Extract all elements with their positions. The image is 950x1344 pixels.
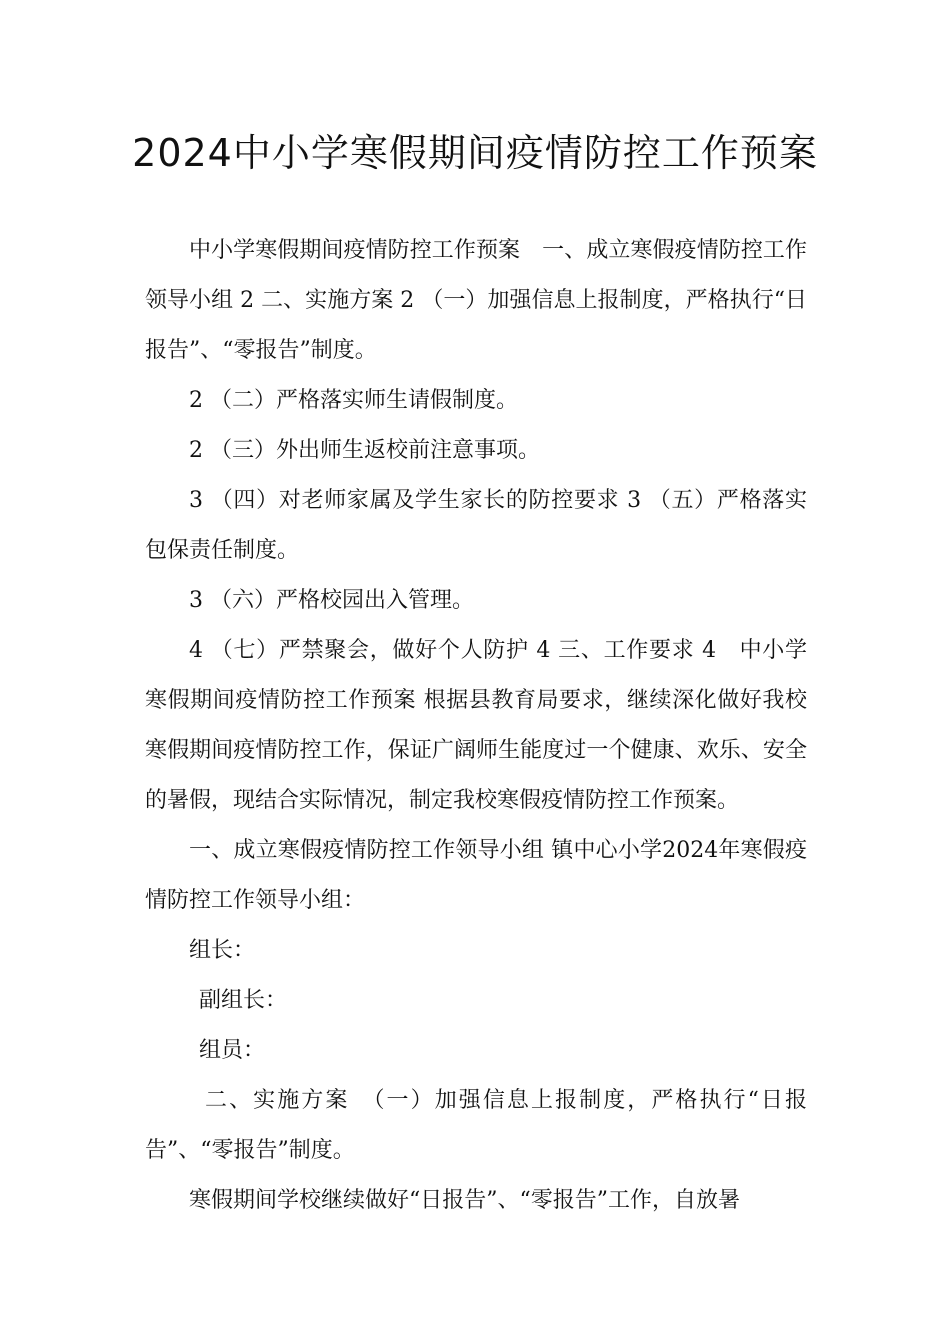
paragraph-members: 组员： bbox=[199, 1038, 266, 1063]
paragraph-daily-report: 寒假期间学校继续做好“日报告”、“零报告”工作，自放暑 bbox=[189, 1188, 740, 1213]
paragraph-section-one: 一、成立寒假疫情防控工作领导小组 镇中心小学2024年寒假疫情防控工作领导小组： bbox=[145, 838, 807, 913]
paragraph-toc-item-4: 3 （四）对老师家属及学生家长的防控要求 3 （五）严格落实包保责任制度。 bbox=[145, 488, 807, 563]
paragraph-toc-item-2: 2 （二）严格落实师生请假制度。 bbox=[189, 388, 518, 413]
paragraph-toc-intro: 中小学寒假期间疫情防控工作预案 一、成立寒假疫情防控工作领导小组 2 二、实施方案 2 （一）加强信息上报制度，严格执行“日报告”、“零报告”制度。 bbox=[145, 238, 807, 363]
paragraph-preamble: 4 （七）严禁聚会，做好个人防护 4 三、工作要求 4 中小学寒假期间疫情防控工作预案 根据县教育局要求，继续深化做好我校寒假期间疫情防控工作，保证广阔师生能度过一个健康、欢乐、安全的暑假，现结合实际情况，制定我校寒假疫情防控工作预案。 bbox=[145, 638, 807, 813]
document-title: 2024中小学寒假期间疫情防控工作预案 bbox=[132, 131, 818, 175]
paragraph-group-leader: 组长： bbox=[189, 938, 256, 963]
paragraph-section-two: 二、实施方案 （一）加强信息上报制度，严格执行“日报告”、“零报告”制度。 bbox=[145, 1088, 807, 1163]
document-body bbox=[145, 226, 807, 1226]
paragraph-deputy-leader: 副组长： bbox=[199, 988, 288, 1013]
paragraph-toc-item-6: 3 （六）严格校园出入管理。 bbox=[189, 588, 474, 613]
paragraph-toc-item-3: 2 （三）外出师生返校前注意事项。 bbox=[189, 438, 540, 463]
